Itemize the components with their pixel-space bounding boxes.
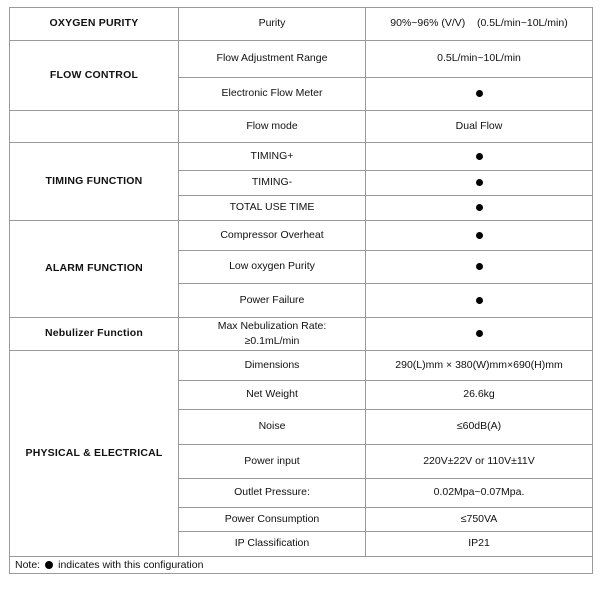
value-text: ≤60dB(A) xyxy=(456,420,502,432)
parameter-label: Power Failure xyxy=(239,293,305,306)
value-cell xyxy=(366,220,592,250)
value-text: 26.6kg xyxy=(463,388,495,400)
parameter-label: Compressor Overheat xyxy=(220,228,324,241)
parameter-cell xyxy=(179,380,365,409)
parameter-cell xyxy=(179,40,365,77)
spec-table xyxy=(9,7,592,573)
parameter-cell xyxy=(179,110,365,142)
value-cell xyxy=(366,170,592,195)
parameter-label: TOTAL USE TIME xyxy=(229,201,315,213)
value-cell xyxy=(366,444,592,478)
parameter-cell xyxy=(179,170,365,195)
value-text: 290(L)mm × 380(W)mm×690(H)mm xyxy=(395,358,563,371)
category-cell xyxy=(10,40,178,110)
value-cell xyxy=(366,409,592,444)
parameter-label: Power Consumption xyxy=(224,512,320,525)
parameter-cell xyxy=(179,507,365,531)
parameter-label: Max Nebulization Rate: xyxy=(217,319,327,332)
category-label: TIMING FUNCTION xyxy=(45,174,143,187)
category-cell xyxy=(10,220,178,317)
value-cell xyxy=(366,250,592,283)
value-cell xyxy=(366,531,592,556)
configuration-dot-icon xyxy=(476,153,483,160)
parameter-label: TIMING+ xyxy=(250,149,294,162)
category-cell xyxy=(10,350,178,556)
value-cell xyxy=(366,40,592,77)
footnote-prefix: Note: xyxy=(15,559,41,571)
value-cell xyxy=(366,142,592,170)
parameter-cell xyxy=(179,531,365,556)
value-cell xyxy=(366,7,592,40)
table-border-right xyxy=(592,7,593,573)
value-cell xyxy=(366,350,592,380)
parameter-label: Electronic Flow Meter xyxy=(221,87,323,99)
category-label: OXYGEN PURITY xyxy=(49,17,139,29)
value-cell xyxy=(366,283,592,317)
category-cell xyxy=(10,110,178,142)
parameter-cell xyxy=(179,142,365,170)
parameter-cell xyxy=(179,317,365,350)
footnote xyxy=(15,557,203,573)
category-cell xyxy=(10,317,178,350)
category-label: FLOW CONTROL xyxy=(49,68,139,81)
value-text: Dual Flow xyxy=(455,119,503,132)
value-text: 90%~96% (V/V) (0.5L/min~10L/min) xyxy=(390,17,568,29)
value-cell xyxy=(366,478,592,507)
parameter-cell xyxy=(179,444,365,478)
value-cell xyxy=(366,380,592,409)
parameter-cell xyxy=(179,7,365,40)
table-border-bottom xyxy=(9,573,593,574)
category-cell xyxy=(10,142,178,220)
parameter-label: Flow mode xyxy=(246,119,298,132)
value-cell xyxy=(366,507,592,531)
value-cell xyxy=(366,110,592,142)
parameter-label: Noise xyxy=(258,420,286,432)
parameter-label-line2: ≥0.1mL/min xyxy=(244,334,300,347)
value-text: 220V±22V or 110V±11V xyxy=(423,454,535,467)
parameter-cell xyxy=(179,220,365,250)
value-text: ≤750VA xyxy=(460,512,498,525)
configuration-dot-icon xyxy=(476,330,483,337)
parameter-label: Power input xyxy=(244,454,300,467)
configuration-dot-icon xyxy=(476,179,483,186)
parameter-label: TIMING- xyxy=(251,176,293,188)
value-text: 0.5L/min~10L/min xyxy=(437,52,521,64)
parameter-label: Dimensions xyxy=(244,358,300,371)
value-text: IP21 xyxy=(468,537,490,549)
configuration-dot-icon xyxy=(476,204,483,211)
value-cell xyxy=(366,195,592,220)
value-text: 0.02Mpa~0.07Mpa. xyxy=(433,486,525,498)
parameter-label: Net Weight xyxy=(246,388,298,400)
category-label: Nebulizer Function xyxy=(44,327,144,339)
value-cell xyxy=(366,77,592,110)
category-label: PHYSICAL & ELECTRICAL xyxy=(25,446,163,459)
parameter-label: Purity xyxy=(258,17,286,29)
parameter-cell xyxy=(179,250,365,283)
configuration-dot-icon xyxy=(476,232,483,239)
footnote-text: indicates with this configuration xyxy=(58,559,204,571)
category-cell xyxy=(10,7,178,40)
configuration-dot-icon xyxy=(476,263,483,270)
category-label: ALARM FUNCTION xyxy=(45,262,143,274)
parameter-cell xyxy=(179,77,365,110)
parameter-cell xyxy=(179,283,365,317)
configuration-dot-icon xyxy=(476,90,483,97)
parameter-cell xyxy=(179,195,365,220)
parameter-label: IP Classification xyxy=(234,537,310,549)
parameter-label: Low oxygen Purity xyxy=(229,260,315,272)
parameter-cell xyxy=(179,350,365,380)
value-cell xyxy=(366,317,592,350)
parameter-label: Flow Adjustment Range xyxy=(216,52,328,64)
parameter-label: Outlet Pressure: xyxy=(234,486,310,498)
footnote-dot-icon xyxy=(45,561,53,569)
configuration-dot-icon xyxy=(476,297,483,304)
parameter-cell xyxy=(179,409,365,444)
parameter-cell xyxy=(179,478,365,507)
